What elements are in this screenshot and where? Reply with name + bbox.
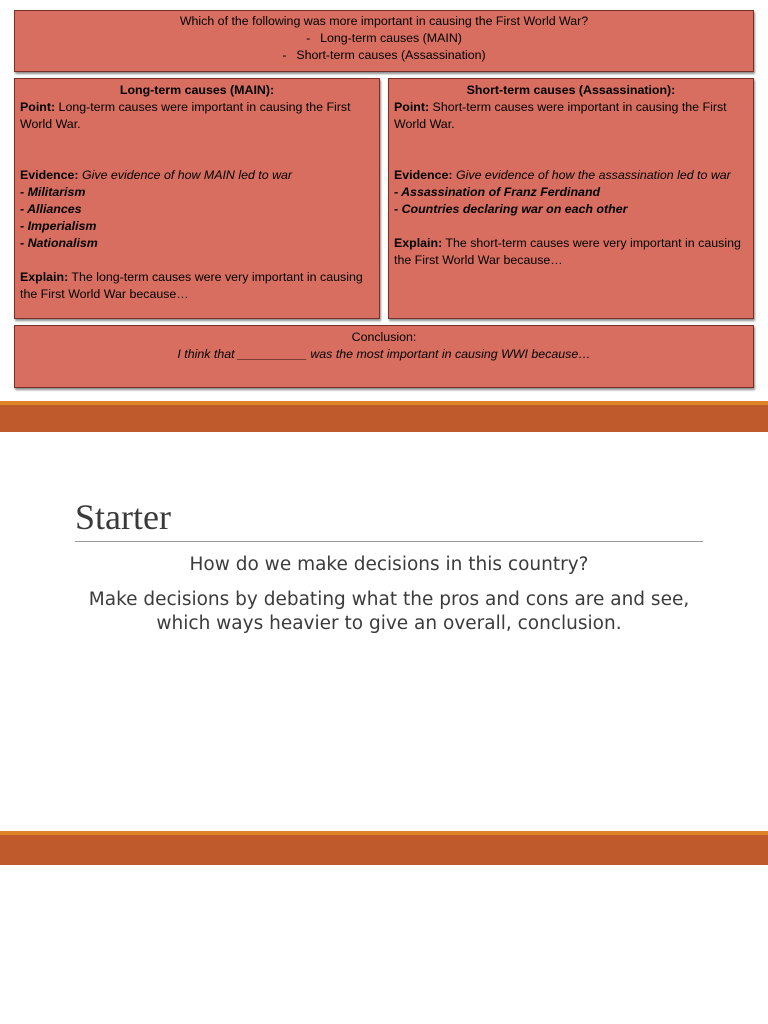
evidence-item: - Assassination of Franz Ferdinand bbox=[394, 185, 601, 199]
footer-band bbox=[0, 831, 768, 865]
long-term-evidence-list bbox=[20, 184, 374, 252]
question-text: Which of the following was more important in causing the First World War? bbox=[179, 14, 589, 28]
evidence-item: - Countries declaring war on each other bbox=[394, 202, 628, 216]
long-term-evidence: Evidence: Give evidence of how MAIN led to war bbox=[20, 168, 293, 182]
conclusion-label: Conclusion: bbox=[351, 330, 417, 344]
long-term-explain: Explain: The long-term causes were very important in causing the First World War because… bbox=[20, 270, 363, 301]
long-term-title: Long-term causes (MAIN): bbox=[119, 83, 275, 97]
conclusion-text: I think that __________ was the most important in causing WWI because… bbox=[177, 347, 591, 361]
short-term-title: Short-term causes (Assassination): bbox=[466, 83, 676, 97]
slide-question: How do we make decisions in this country? bbox=[189, 554, 589, 575]
evidence-item: - Alliances bbox=[20, 202, 82, 216]
short-term-evidence-list bbox=[394, 184, 748, 218]
title-divider bbox=[75, 541, 703, 542]
option-short-term: - Short-term causes (Assassination) bbox=[282, 48, 486, 62]
dash-bullet: - bbox=[306, 31, 311, 45]
short-term-explain: Explain: The short-term causes were very important in causing the First World War because… bbox=[394, 236, 741, 267]
short-term-evidence: Evidence: Give evidence of how the assassination led to war bbox=[394, 168, 731, 182]
option-long-term: - Long-term causes (MAIN) bbox=[306, 31, 462, 45]
evidence-item: - Imperialism bbox=[20, 219, 97, 233]
short-term-point: Point: Short-term causes were important in causing the First World War. bbox=[394, 100, 727, 131]
slide-title: Starter bbox=[75, 497, 171, 537]
slide-answer: Make decisions by debating what the pros and cons are and see, which ways heavier to give an overall, conclusion. bbox=[88, 589, 690, 634]
long-term-point: Point: Long-term causes were important in causing the First World War. bbox=[20, 100, 351, 131]
header-band bbox=[0, 401, 768, 432]
conclusion-box bbox=[14, 325, 754, 388]
long-term-box bbox=[14, 78, 380, 319]
short-term-box bbox=[388, 78, 754, 319]
dash-bullet: - bbox=[282, 48, 287, 62]
question-box bbox=[14, 10, 754, 72]
evidence-item: - Nationalism bbox=[20, 236, 98, 250]
evidence-item: - Militarism bbox=[20, 185, 86, 199]
